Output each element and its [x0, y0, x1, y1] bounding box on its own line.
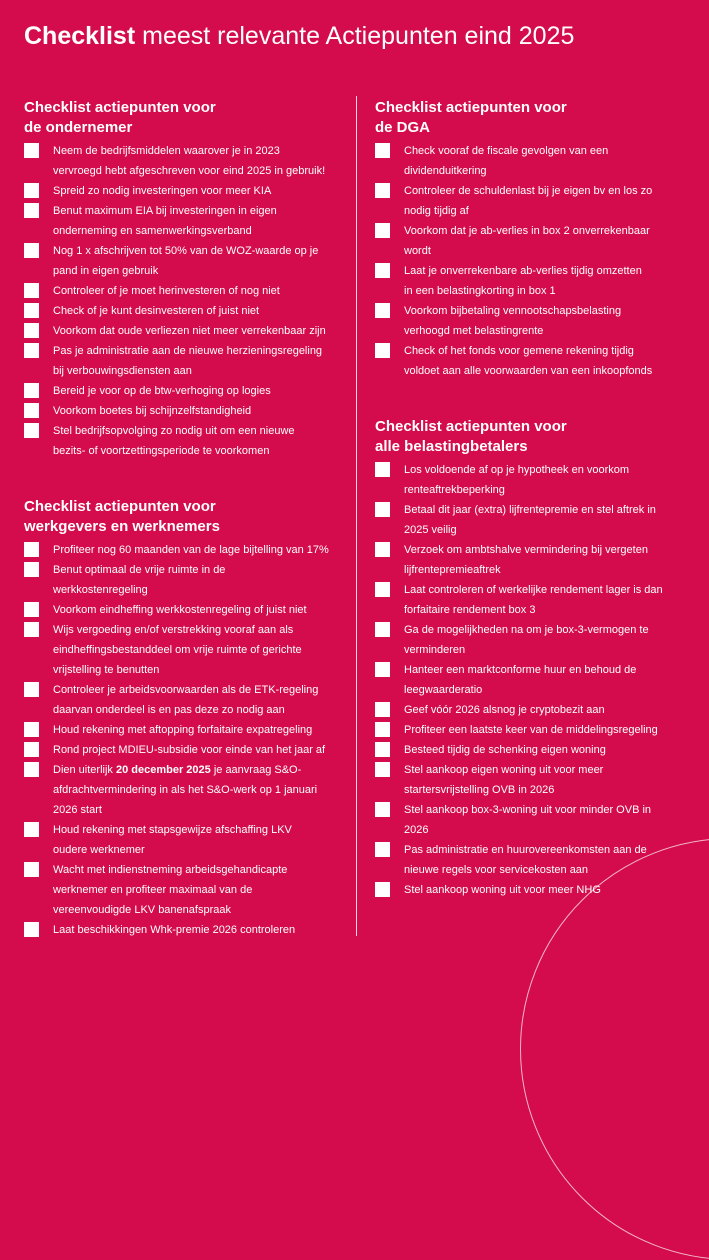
checklist — [375, 141, 697, 381]
checklist-item — [375, 700, 697, 720]
checkbox[interactable] — [24, 423, 39, 438]
checklist-item-text: Los voldoende af op je hypotheek en voorkom renteaftrekbeperking — [404, 464, 630, 496]
checkbox[interactable] — [375, 223, 390, 238]
checklist-item-text: Bereid je voor op de btw-verhoging op logies — [53, 385, 271, 397]
checkbox[interactable] — [24, 243, 39, 258]
checklist-item-text: Wacht met indienstneming arbeidsgehandicapte werknemer en profiteer maximaal van de vereenvoudigde LKV banenafspraak — [53, 864, 288, 916]
checklist-item-text: Pas je administratie aan de nieuwe herzieningsregeling bij verbouwingsdiensten aan — [53, 345, 323, 377]
checkbox[interactable] — [375, 622, 390, 637]
section-alle-belastingbetalers — [375, 417, 697, 900]
checklist-item-text: Voorkom boetes bij schijnzelfstandigheid — [53, 405, 252, 417]
checklist-item-text: Spreid zo nodig investeringen voor meer KIA — [53, 185, 272, 197]
checkbox[interactable] — [24, 403, 39, 418]
section-werkgevers — [24, 497, 348, 940]
checkbox[interactable] — [24, 542, 39, 557]
checkbox[interactable] — [375, 842, 390, 857]
checklist-item-text: Benut maximum EIA bij investeringen in eigen onderneming en samenwerkingsverband — [53, 205, 277, 237]
section-heading-line1: Checklist actiepunten voor — [24, 498, 216, 515]
checkbox[interactable] — [24, 722, 39, 737]
checkbox[interactable] — [375, 722, 390, 737]
checklist-item-text: Neem de bedrijfsmiddelen waarover je in 2023 vervroegd hebt afgeschreven voor eind 2025 in gebruik! — [53, 145, 326, 177]
checkbox[interactable] — [24, 323, 39, 338]
checklist-item-text: Ga de mogelijkheden na om je box-3-vermogen te verminderen — [404, 624, 649, 656]
checkbox[interactable] — [375, 462, 390, 477]
checklist-item — [375, 800, 697, 840]
checklist-item-text: Check of je kunt desinvesteren of juist niet — [53, 305, 260, 317]
checkbox[interactable] — [24, 922, 39, 937]
checklist-item — [375, 760, 697, 800]
decorative-arc — [520, 838, 709, 1260]
checklist-item-text: Profiteer nog 60 maanden van de lage bijtelling van 17% — [53, 544, 329, 556]
checklist-item — [24, 381, 348, 401]
checklist-item-text: Stel aankoop woning uit voor meer NHG — [404, 884, 601, 896]
checklist-item — [24, 181, 348, 201]
checklist-item — [24, 680, 348, 720]
checklist-item — [375, 620, 697, 660]
checklist-item — [24, 820, 348, 860]
checklist-item — [375, 500, 697, 540]
checklist-item — [375, 460, 697, 500]
checkbox[interactable] — [24, 183, 39, 198]
checklist-item-text: Laat beschikkingen Whk-premie 2026 controleren — [53, 924, 296, 936]
checklist-item-text: Laat controleren of werkelijke rendement lager is dan forfaitaire rendement box 3 — [404, 584, 663, 616]
checklist-item — [375, 261, 697, 301]
section-heading — [375, 417, 697, 457]
checklist-item — [24, 341, 348, 381]
checklist-item — [24, 760, 348, 820]
checklist-item — [375, 720, 697, 740]
section-heading-line2: alle belastingbetalers — [375, 438, 528, 455]
checklist-item — [24, 920, 348, 940]
section-dga — [375, 98, 697, 381]
checkbox[interactable] — [24, 682, 39, 697]
checkbox[interactable] — [375, 762, 390, 777]
column-divider — [356, 96, 357, 936]
checkbox[interactable] — [375, 183, 390, 198]
emphasized-date: 20 december 2025 — [115, 764, 211, 776]
checkbox[interactable] — [24, 303, 39, 318]
checklist-item-text: Verzoek om ambtshalve vermindering bij vergeten lijfrentepremieaftrek — [404, 544, 648, 576]
checklist-item — [24, 740, 348, 760]
checkbox[interactable] — [375, 263, 390, 278]
checkbox[interactable] — [24, 862, 39, 877]
checklist-item-text: Besteed tijdig de schenking eigen woning — [404, 744, 606, 756]
checklist — [375, 460, 697, 900]
checkbox[interactable] — [24, 562, 39, 577]
checkbox[interactable] — [24, 762, 39, 777]
page-title-bold: Checklist — [24, 22, 136, 50]
checkbox[interactable] — [375, 343, 390, 358]
checkbox[interactable] — [375, 882, 390, 897]
checklist-item — [24, 201, 348, 241]
checklist-item — [24, 540, 348, 560]
checklist-item-text: Geef vóór 2026 alsnog je cryptobezit aan — [404, 704, 605, 716]
checklist-item-text: Wijs vergoeding en/of verstrekking vooraf aan als eindheffingsbestanddeel om vrije ruimte of gerichte vrijstelling te benutten — [53, 624, 302, 676]
checklist-item — [375, 141, 697, 181]
checklist-item — [24, 421, 348, 461]
section-heading-line2: werkgevers en werknemers — [24, 518, 220, 535]
checklist-item-text: Voorkom dat je ab-verlies in box 2 onverrekenbaar wordt — [404, 225, 650, 257]
section-heading-line1: Checklist actiepunten voor — [24, 99, 216, 116]
checklist-item-text: Houd rekening met stapsgewijze afschaffing LKV oudere werknemer — [53, 824, 292, 856]
checklist — [24, 540, 348, 940]
page-title-rest: meest relevante Actiepunten eind 2025 — [142, 22, 575, 50]
page-title — [24, 20, 574, 52]
checkbox[interactable] — [375, 542, 390, 557]
checklist-item — [24, 141, 348, 181]
section-heading-line1: Checklist actiepunten voor — [375, 418, 567, 435]
section-ondernemer — [24, 98, 348, 461]
checkbox[interactable] — [24, 283, 39, 298]
checkbox[interactable] — [375, 582, 390, 597]
checkbox[interactable] — [24, 343, 39, 358]
checkbox[interactable] — [375, 502, 390, 517]
checklist-item — [375, 880, 697, 900]
checklist-item-text: Controleer je arbeidsvoorwaarden als de ETK-regeling daarvan onderdeel is en pas deze zo nodig aan — [53, 684, 319, 716]
checkbox[interactable] — [375, 702, 390, 717]
section-heading-line2: de ondernemer — [24, 119, 133, 136]
checklist-item-text: Laat je onverrekenbare ab-verlies tijdig omzetten in een belastingkorting in box 1 — [404, 265, 642, 297]
section-heading — [375, 98, 697, 138]
checklist-item — [24, 860, 348, 920]
checkbox[interactable] — [375, 662, 390, 677]
checklist-item-text: Check vooraf de fiscale gevolgen van een dividenduitkering — [404, 145, 609, 177]
checklist-item-text: Controleer de schuldenlast bij je eigen bv en los zo nodig tijdig af — [404, 185, 653, 217]
checklist-item — [375, 540, 697, 580]
checklist-item-text: Profiteer een laatste keer van de middelingsregeling — [404, 724, 658, 736]
checklist-item — [375, 181, 697, 221]
checklist-item-text: Nog 1 x afschrijven tot 50% van de WOZ-waarde op je pand in eigen gebruik — [53, 245, 319, 277]
checklist-item-text: Check of het fonds voor gemene rekening tijdig voldoet aan alle voorwaarden van een inkoopfonds — [404, 345, 653, 377]
checklist-item-text: Hanteer een marktconforme huur en behoud de leegwaarderatio — [404, 664, 637, 696]
section-heading — [24, 98, 348, 138]
checklist-item — [24, 720, 348, 740]
checklist-item — [375, 341, 697, 381]
checklist-item — [24, 321, 348, 341]
checklist-item — [24, 600, 348, 620]
checklist-item — [24, 281, 348, 301]
checklist-item — [24, 301, 348, 321]
checklist-item — [24, 401, 348, 421]
checkbox[interactable] — [24, 822, 39, 837]
section-heading-line2: de DGA — [375, 119, 431, 136]
checklist-item-text: Benut optimaal de vrije ruimte in de werkkostenregeling — [53, 564, 226, 596]
checklist-item-text: Dien uiterlijk 20 december 2025 je aanvraag S&O- afdrachtvermindering in als het S&O-werk op 1 januari 2026 start — [53, 764, 318, 816]
checkbox[interactable] — [375, 742, 390, 757]
checklist-item-text: Pas administratie en huurovereenkomsten aan de nieuwe regels voor servicekosten aan — [404, 844, 647, 876]
checkbox[interactable] — [24, 143, 39, 158]
checklist-item-text: Stel bedrijfsopvolging zo nodig uit om een nieuwe bezits- of voortzettingsperiode te voorkomen — [53, 425, 295, 457]
checklist-item — [375, 221, 697, 261]
checklist-item — [375, 301, 697, 341]
checklist-item — [375, 580, 697, 620]
checkbox[interactable] — [375, 802, 390, 817]
section-heading-line1: Checklist actiepunten voor — [375, 99, 567, 116]
checkbox[interactable] — [24, 383, 39, 398]
checkbox[interactable] — [24, 742, 39, 757]
checklist-item-text: Rond project MDIEU-subsidie voor einde van het jaar af — [53, 744, 326, 756]
checklist-item-text: Voorkom dat oude verliezen niet meer verrekenbaar zijn — [53, 325, 326, 337]
checkbox[interactable] — [375, 143, 390, 158]
checklist-item — [375, 740, 697, 760]
checkbox[interactable] — [24, 602, 39, 617]
checklist-item-text: Voorkom eindheffing werkkostenregeling of juist niet — [53, 604, 307, 616]
section-heading — [24, 497, 348, 537]
checklist-item — [375, 660, 697, 700]
checklist-item-text: Voorkom bijbetaling vennootschapsbelasting verhoogd met belastingrente — [404, 305, 622, 337]
checklist-item-text: Stel aankoop eigen woning uit voor meer startersvrijstelling OVB in 2026 — [404, 764, 604, 796]
checklist-item-text: Betaal dit jaar (extra) lijfrentepremie en stel aftrek in 2025 veilig — [404, 504, 656, 536]
checkbox[interactable] — [24, 622, 39, 637]
checkbox[interactable] — [375, 303, 390, 318]
checklist-item-text: Houd rekening met aftopping forfaitaire expatregeling — [53, 724, 313, 736]
checkbox[interactable] — [24, 203, 39, 218]
checklist-item-text: Controleer of je moet herinvesteren of nog niet — [53, 285, 280, 297]
checklist-item-text: Stel aankoop box-3-woning uit voor minder OVB in 2026 — [404, 804, 652, 836]
checklist-item — [24, 560, 348, 600]
checklist-item — [24, 241, 348, 281]
checklist-item — [24, 620, 348, 680]
checklist-item — [375, 840, 697, 880]
checklist — [24, 141, 348, 461]
